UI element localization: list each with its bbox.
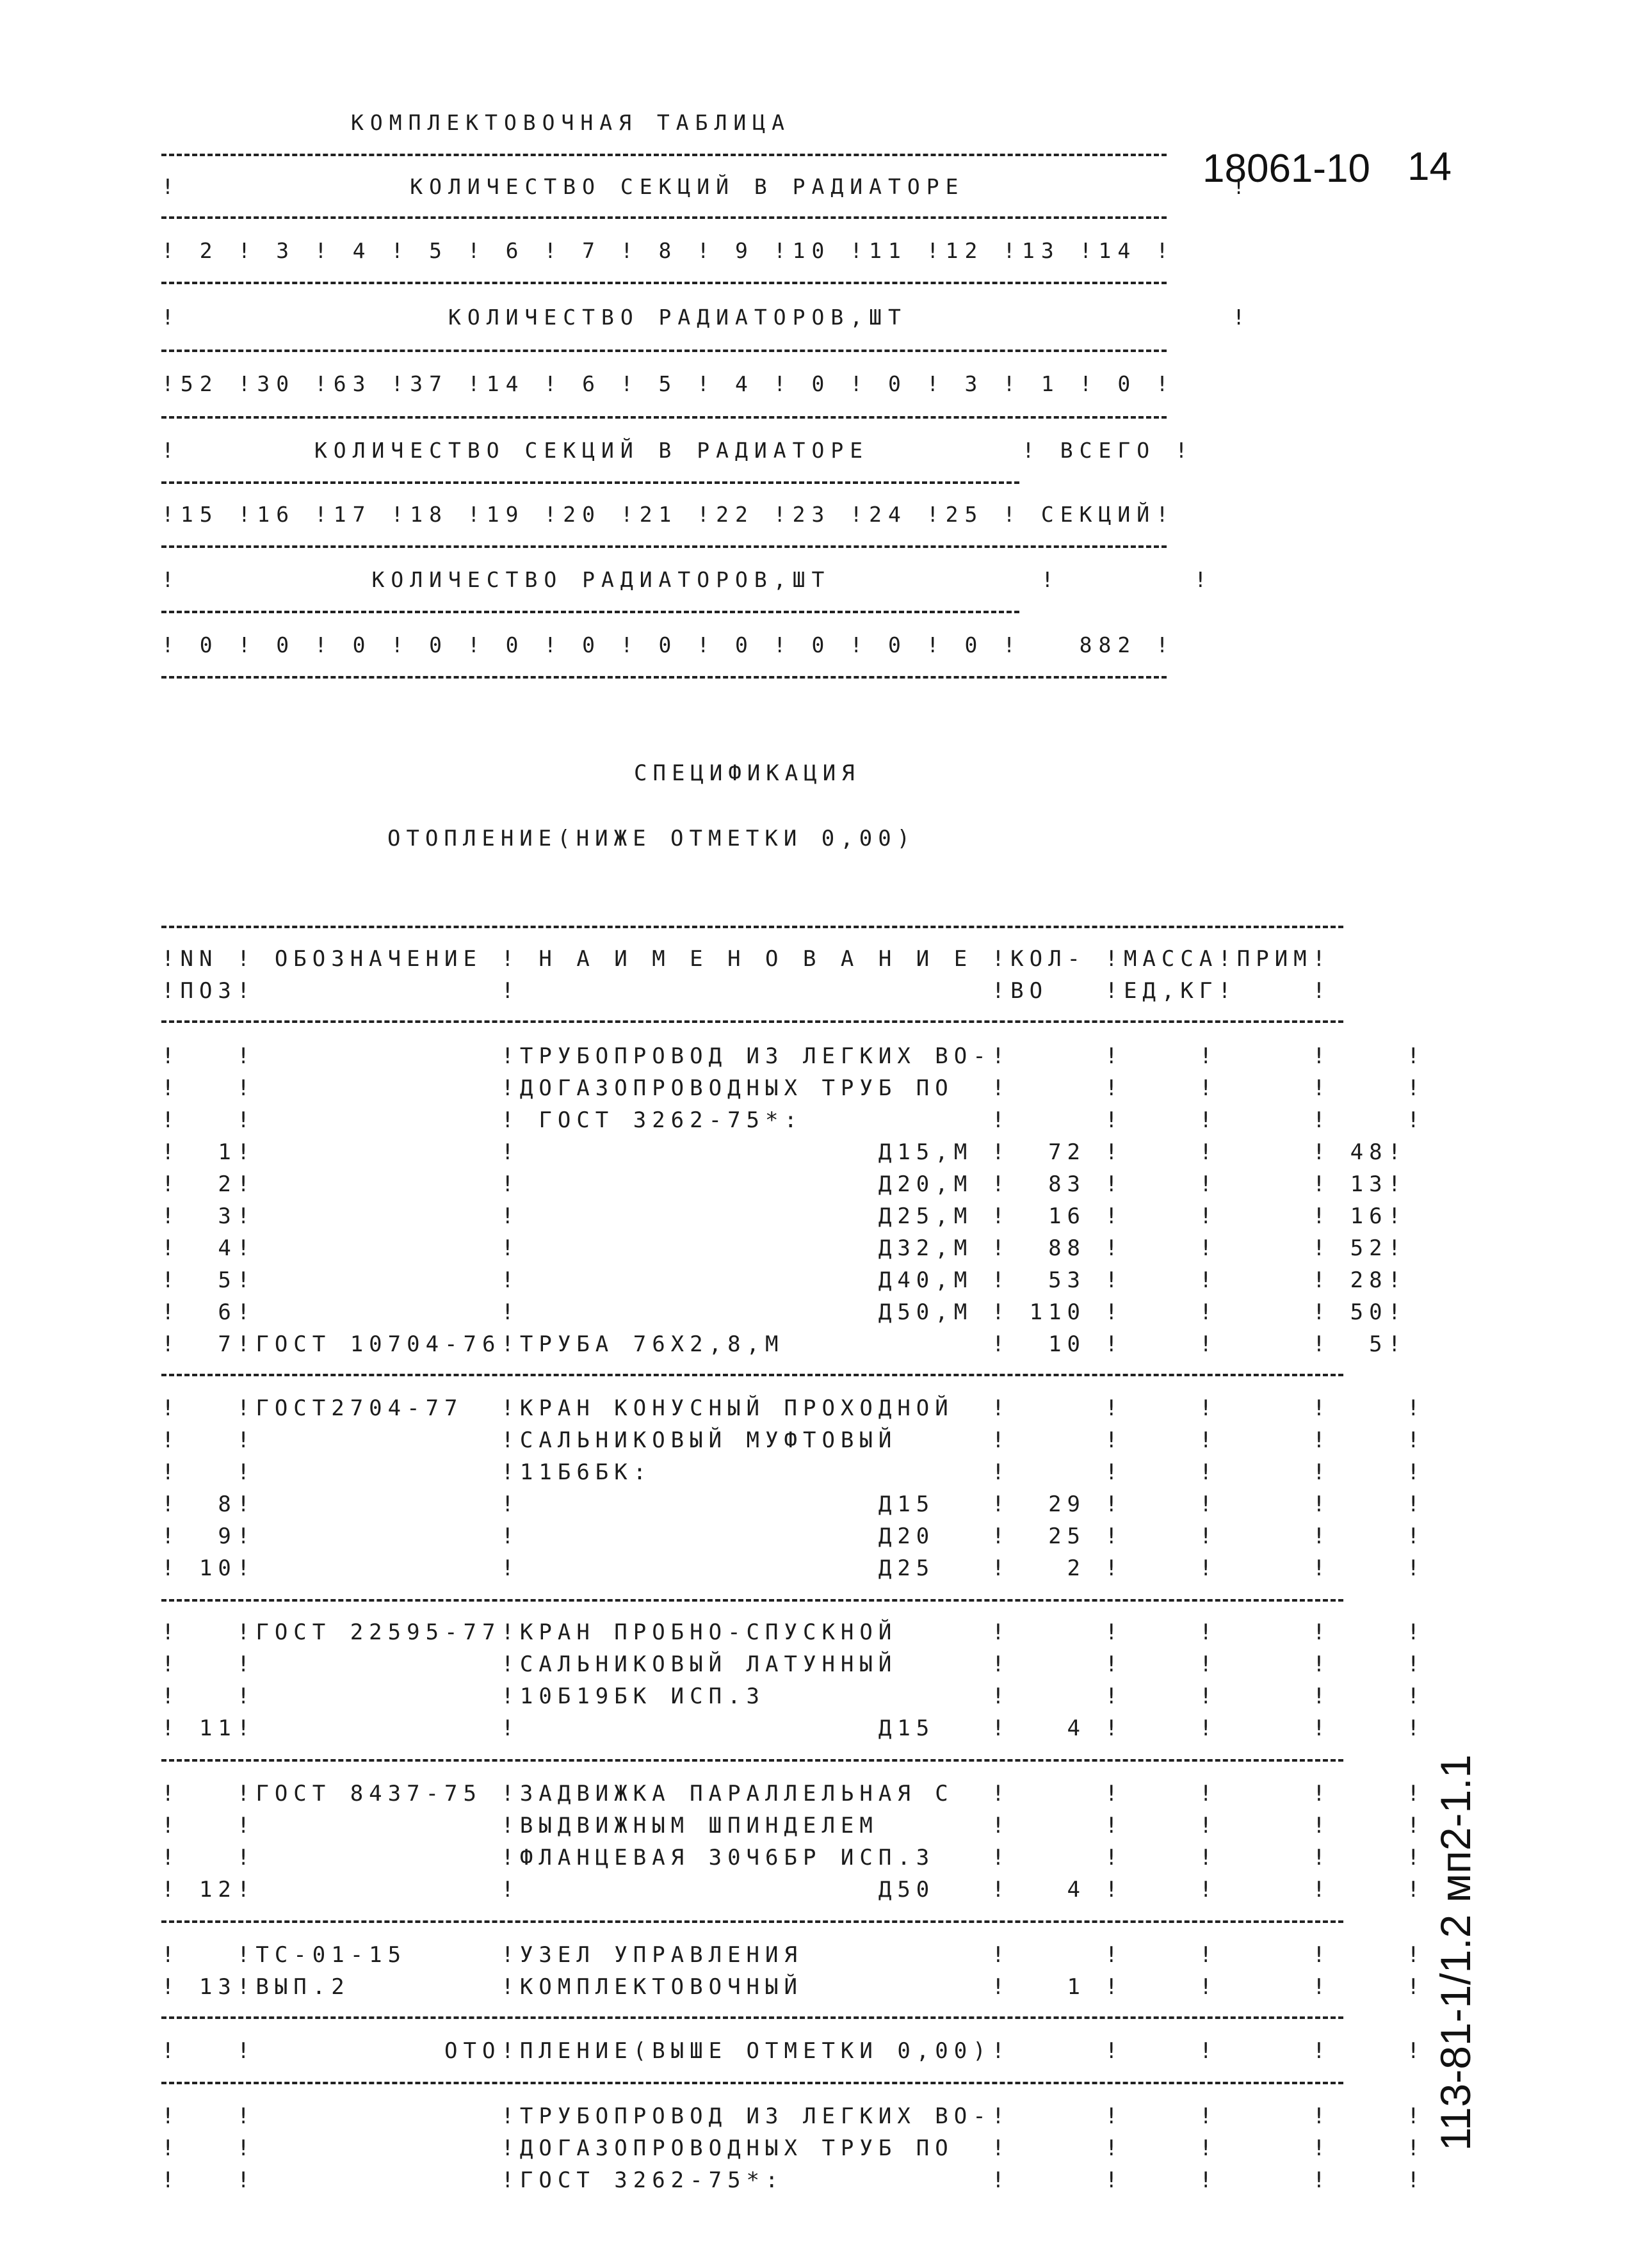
- spec-row: ! ! !ДОГАЗОПРОВОДНЫХ ТРУБ ПО ! ! ! ! !: [161, 2135, 1426, 2161]
- spec-row: ! 11! ! Д15 ! 4 ! ! ! !: [161, 1716, 1426, 1741]
- spec-rule: [161, 1374, 1343, 1376]
- spec-rule: [161, 1599, 1343, 1602]
- kit-table-row: ! 2 ! 3 ! 4 ! 5 ! 6 ! 7 ! 8 ! 9 !10 !11 !12 !13 !14 !: [161, 238, 1175, 263]
- kit-table-row: ! КОЛИЧЕСТВО СЕКЦИЙ В РАДИАТОРЕ ! ВСЕГО !: [161, 438, 1194, 463]
- handwritten-series-code: 113-81-1/1.2 мп2-1.1: [1432, 1754, 1479, 2151]
- spec-row: ! 13!ВЫП.2 !КОМПЛЕКТОВОЧНЫЙ ! 1 ! ! ! !: [161, 1974, 1426, 2000]
- kit-table-rule: [161, 416, 1167, 419]
- kit-table-title: КОМПЛЕКТОВОЧНАЯ ТАБЛИЦА: [351, 110, 791, 135]
- spec-row: ! !ГОСТ 22595-77!КРАН ПРОБНО-СПУСКНОЙ ! ! ! ! !: [161, 1620, 1426, 1645]
- kit-table-row: ! КОЛИЧЕСТВО РАДИАТОРОВ,ШТ !: [161, 305, 1252, 330]
- spec-row: ! ! !ФЛАНЦЕВАЯ 30Ч6БР ИСП.3 ! ! ! ! !: [161, 1845, 1426, 1870]
- kit-table-rule: [161, 282, 1167, 284]
- kit-table-rule: [161, 611, 1019, 613]
- kit-table-rule: [161, 216, 1167, 219]
- kit-table-rule: [161, 154, 1167, 156]
- handwritten-page-number: 14: [1407, 145, 1452, 189]
- spec-row: ! ! ОТО!ПЛЕНИЕ(ВЫШЕ ОТМЕТКИ 0,00)! ! ! ! !: [161, 2038, 1426, 2064]
- spec-row: ! ! !ТРУБОПРОВОД ИЗ ЛЕГКИХ ВО-! ! ! ! !: [161, 1043, 1426, 1069]
- spec-row: ! ! !10Б19БК ИСП.3 ! ! ! ! !: [161, 1684, 1426, 1709]
- kit-table-rule: [161, 350, 1167, 352]
- spec-rule: [161, 926, 1343, 928]
- spec-rule: [161, 1020, 1343, 1023]
- spec-rule: [161, 2016, 1343, 2019]
- kit-table-row: ! 0 ! 0 ! 0 ! 0 ! 0 ! 0 ! 0 ! 0 ! 0 ! 0 ! 0 ! 882 !: [161, 632, 1175, 657]
- spec-row: ! ! ! ГОСТ 3262-75*: ! ! ! ! !: [161, 1107, 1426, 1133]
- kit-table-row: !15 !16 !17 !18 !19 !20 !21 !22 !23 !24 !25 ! СЕКЦИЙ!: [161, 502, 1175, 527]
- spec-rule: [161, 2082, 1343, 2084]
- kit-table-row: ! КОЛИЧЕСТВО СЕКЦИЙ В РАДИАТОРЕ !: [161, 174, 1252, 199]
- spec-row: ! ! !11Б6БК: ! ! ! ! !: [161, 1460, 1426, 1485]
- spec-title: СПЕЦИФИКАЦИЯ: [634, 760, 861, 786]
- kit-table-row: ! КОЛИЧЕСТВО РАДИАТОРОВ,ШТ ! !: [161, 567, 1213, 592]
- spec-row: ! 4! ! Д32,М ! 88 ! ! ! 52!: [161, 1235, 1407, 1261]
- spec-rule: [161, 1920, 1343, 1923]
- spec-row: ! 7!ГОСТ 10704-76!ТРУБА 76Х2,8,М ! 10 ! ! ! 5!: [161, 1331, 1407, 1357]
- spec-row: ! 5! ! Д40,М ! 53 ! ! ! 28!: [161, 1267, 1407, 1293]
- spec-rule: [161, 1759, 1343, 1762]
- spec-row: ! 10! ! Д25 ! 2 ! ! ! !: [161, 1556, 1426, 1581]
- kit-table-rule: [161, 545, 1167, 548]
- spec-subtitle: ОТОПЛЕНИЕ(НИЖЕ ОТМЕТКИ 0,00): [387, 826, 916, 851]
- spec-row: ! 12! ! Д50 ! 4 ! ! ! !: [161, 1877, 1426, 1902]
- spec-header-line: !ПОЗ! ! !ВО !ЕД,КГ! !: [161, 978, 1332, 1004]
- spec-row: ! ! !ВЫДВИЖНЫМ ШПИНДЕЛЕМ ! ! ! ! !: [161, 1813, 1426, 1838]
- spec-header-line: !NN ! ОБОЗНАЧЕНИЕ ! Н А И М Е Н О В А Н И Е !КОЛ- !МАССА!ПРИМ!: [161, 946, 1332, 972]
- kit-table-rule: [161, 676, 1167, 679]
- spec-row: ! ! !ТРУБОПРОВОД ИЗ ЛЕГКИХ ВО-! ! ! ! !: [161, 2103, 1426, 2129]
- spec-row: ! !ГОСТ2704-77 !КРАН КОНУСНЫЙ ПРОХОДНОЙ ! ! ! ! !: [161, 1395, 1426, 1421]
- spec-row: ! 1! ! Д15,М ! 72 ! ! ! 48!: [161, 1139, 1407, 1165]
- spec-row: ! 9! ! Д20 ! 25 ! ! ! !: [161, 1524, 1426, 1549]
- spec-row: ! 6! ! Д50,М ! 110 ! ! ! 50!: [161, 1299, 1407, 1325]
- spec-row: ! 3! ! Д25,М ! 16 ! ! ! 16!: [161, 1203, 1407, 1229]
- handwritten-doc-number: 18061-10: [1202, 147, 1371, 191]
- spec-row: ! ! !САЛЬНИКОВЫЙ ЛАТУННЫЙ ! ! ! ! !: [161, 1652, 1426, 1677]
- spec-row: ! ! !ДОГАЗОПРОВОДНЫХ ТРУБ ПО ! ! ! ! !: [161, 1075, 1426, 1101]
- spec-row: ! 2! ! Д20,М ! 83 ! ! ! 13!: [161, 1171, 1407, 1197]
- spec-row: ! !ГОСТ 8437-75 !ЗАДВИЖКА ПАРАЛЛЕЛЬНАЯ С ! ! ! ! !: [161, 1781, 1426, 1806]
- spec-row: ! ! !САЛЬНИКОВЫЙ МУФТОВЫЙ ! ! ! ! !: [161, 1428, 1426, 1453]
- spec-row: ! 8! ! Д15 ! 29 ! ! ! !: [161, 1492, 1426, 1517]
- kit-table-rule: [161, 481, 1019, 484]
- kit-table-row: !52 !30 !63 !37 !14 ! 6 ! 5 ! 4 ! 0 ! 0 ! 3 ! 1 ! 0 !: [161, 371, 1175, 396]
- spec-row: ! !ТС-01-15 !УЗЕЛ УПРАВЛЕНИЯ ! ! ! ! !: [161, 1942, 1426, 1968]
- spec-row: ! ! !ГОСТ 3262-75*: ! ! ! ! !: [161, 2167, 1426, 2193]
